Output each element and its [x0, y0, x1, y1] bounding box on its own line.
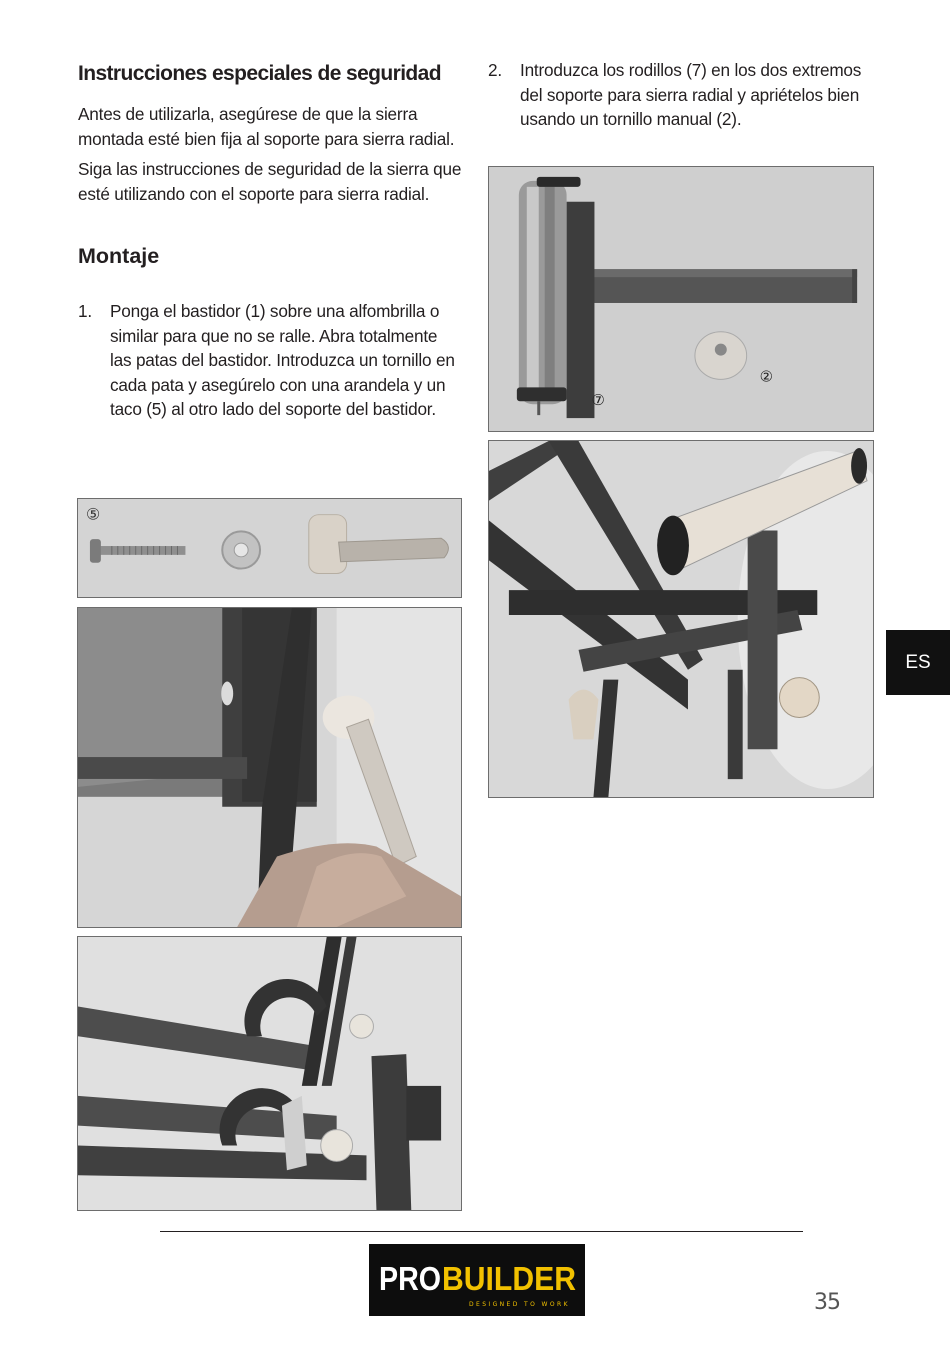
parts-callout-label: ⑤ — [85, 504, 101, 524]
frame-photo — [77, 936, 462, 1211]
step-2 — [488, 58, 874, 132]
montaje-heading: Montaje — [78, 244, 160, 268]
left-column — [78, 58, 462, 422]
logo-pro-text: PRO — [379, 1260, 441, 1297]
footer-rule — [160, 1231, 803, 1232]
parts-photo — [77, 498, 462, 598]
probuilder-logo — [369, 1244, 585, 1316]
step-1-text: Ponga el bastidor (1) sobre una alfombrilla o similar para que no se ralle. Abra totalmente las patas del bastidor. Introduzca un tornillo en cada pata y asegúrelo con una arandela y un taco (5) al otro lado del soporte del bastidor. — [110, 301, 455, 419]
logo-builder-text: BUILDER — [442, 1260, 577, 1297]
step-2-text: Introduzca los rodillos (7) en los dos extremos del soporte para sierra radial y apriételos bien usando un tornillo manual (2). — [520, 60, 862, 129]
safety-paragraph-2: Siga las instrucciones de seguridad de la sierra que esté utilizando con el soporte para sierra radial. — [78, 159, 462, 204]
roller-callout-label: ⑦ — [591, 391, 605, 410]
right-column — [488, 58, 874, 132]
language-tab: ES — [886, 630, 950, 695]
step-1-number: 1. — [78, 301, 92, 321]
safety-heading: Instrucciones especiales de seguridad — [78, 62, 441, 85]
step-2-number: 2. — [488, 60, 502, 80]
page-number: 35 — [814, 1290, 840, 1315]
stand-photo — [488, 440, 874, 798]
step-1 — [78, 299, 462, 422]
safety-paragraph-1: Antes de utilizarla, asegúrese de que la sierra montada esté bien fija al soporte para sierra radial. — [78, 104, 455, 149]
logo-tagline: DESIGNED TO WORK — [469, 1301, 570, 1308]
knob-callout-label: ② — [759, 367, 773, 386]
fastening-photo — [77, 607, 462, 928]
roller-photo — [488, 166, 874, 432]
